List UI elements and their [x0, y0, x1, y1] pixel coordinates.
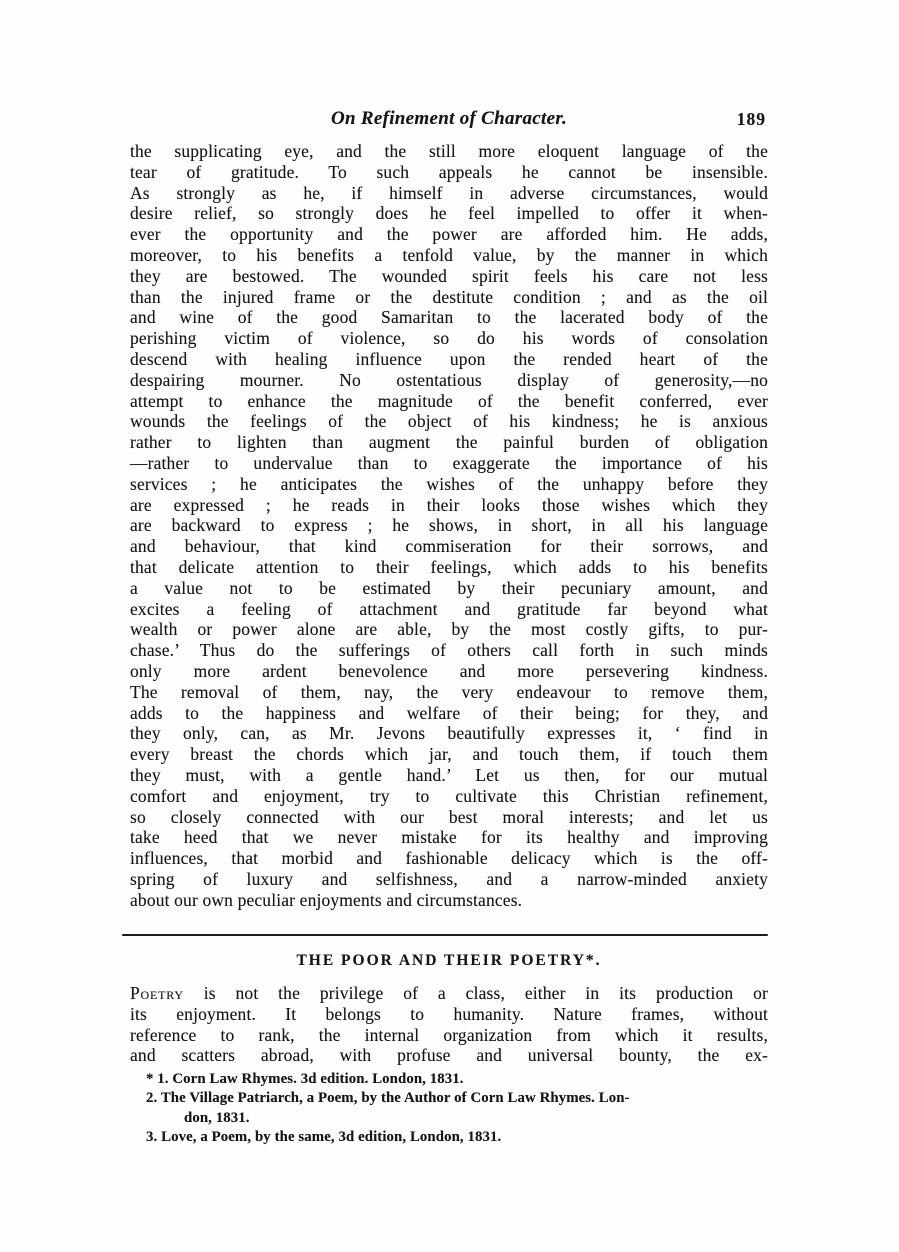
text-line: despairing mourner. No ostentatious display of generosity,—no	[130, 369, 768, 390]
text-line: influences, that morbid and fashionable delicacy which is the off-	[130, 848, 768, 869]
text-line: and scatters abroad, with profuse and universal bounty, the ex-	[130, 1045, 768, 1066]
poetry-paragraph-lines	[130, 1004, 768, 1066]
text-line: are expressed ; he reads in their looks those wishes which they	[130, 494, 768, 515]
text-line: spring of luxury and selfishness, and a narrow-minded anxiety	[130, 868, 768, 889]
text-line: descend with healing influence upon the rended heart of the	[130, 348, 768, 369]
text-line: so closely connected with our best moral interests; and let us	[130, 806, 768, 827]
text-line: attempt to enhance the magnitude of the benefit conferred, ever	[130, 390, 768, 411]
text-line: its enjoyment. It belongs to humanity. Nature frames, without	[130, 1003, 768, 1024]
text-line: wounds the feelings of the object of his kindness; he is anxious	[130, 411, 768, 432]
footnote-line: * 1. Corn Law Rhymes. 3d edition. London, 1831.	[146, 1071, 464, 1087]
text-line	[130, 983, 768, 1004]
running-title: On Refinement of Character.	[330, 108, 568, 129]
text-line: the supplicating eye, and the still more eloquent language of the	[130, 141, 768, 161]
text-line: are backward to express ; he shows, in short, in all his language	[130, 515, 768, 536]
text-line: reference to rank, the internal organization from which it results,	[130, 1024, 768, 1045]
text-line: they only, can, as Mr. Jevons beautifully expresses it, ‘ find in	[130, 723, 768, 744]
text-line: The removal of them, nay, the very endeavour to remove them,	[130, 681, 768, 702]
text-line: chase.’ Thus do the sufferings of others call forth in such minds	[130, 640, 768, 661]
text-line: comfort and enjoyment, try to cultivate this Christian refinement,	[130, 785, 768, 806]
text-line: ever the opportunity and the power are afforded him. He adds,	[130, 224, 768, 245]
text-line: tear of gratitude. To such appeals he cannot be insensible.	[130, 161, 768, 182]
text-line: they are bestowed. The wounded spirit feels his care not less	[130, 265, 768, 286]
article-poetry-paragraph	[130, 983, 768, 1066]
text-line: desire relief, so strongly does he feel impelled to offer it when-	[130, 203, 768, 224]
text-line: and behaviour, that kind commiseration for their sorrows, and	[130, 536, 768, 557]
text-line: moreover, to his benefits a tenfold value, by the manner in which	[130, 244, 768, 265]
footnote-line: 3. Love, a Poem, by the same, 3d edition, London, 1831.	[146, 1128, 502, 1145]
text-line: that delicate attention to their feelings, which adds to his benefits	[130, 556, 768, 577]
text-line: perishing victim of violence, so do his words of consolation	[130, 328, 768, 349]
text-line: wealth or power alone are able, by the most costly gifts, to pur-	[130, 619, 768, 640]
lead-word-smallcaps: Poetry	[130, 983, 184, 1003]
text-line: take heed that we never mistake for its healthy and improving	[130, 827, 768, 848]
text-line: adds to the happiness and welfare of their being; for they, and	[130, 702, 768, 723]
footnote-line: 2. The Village Patriarch, a Poem, by the Author of Corn Law Rhymes. Lon-	[146, 1090, 630, 1107]
article-refinement-paragraph	[130, 141, 768, 910]
footnotes	[146, 1070, 768, 1147]
text-line: rather to lighten than augment the painful burden of obligation	[130, 432, 768, 453]
text-line: —rather to undervalue than to exaggerate the importance of his	[130, 452, 768, 473]
text-line: excites a feeling of attachment and gratitude far beyond what	[130, 598, 768, 619]
text-line: As strongly as he, if himself in adverse circumstances, would	[130, 182, 768, 203]
text-line: they must, with a gentle hand.’ Let us then, for our mutual	[130, 764, 768, 785]
text-line: services ; he anticipates the wishes of the unhappy before they	[130, 473, 768, 494]
text-line: about our own peculiar enjoyments and circumstances.	[130, 889, 523, 910]
article-title: THE POOR AND THEIR POETRY*.	[296, 952, 602, 969]
text-line: than the injured frame or the destitute condition ; and as the oil	[130, 286, 768, 307]
footnote-line: don, 1831.	[184, 1109, 250, 1126]
page-number: 189	[736, 109, 766, 129]
text-line: only more ardent benevolence and more persevering kindness.	[130, 660, 768, 681]
section-divider-rule	[122, 934, 768, 936]
text-line: every breast the chords which jar, and touch them, if touch them	[130, 744, 768, 765]
page-header	[130, 108, 768, 132]
text-line: and wine of the good Samaritan to the lacerated body of the	[130, 307, 768, 328]
first-line-rest: is not the privilege of a class, either in its production or	[183, 983, 768, 1003]
text-line: a value not to be estimated by their pecuniary amount, and	[130, 577, 768, 598]
